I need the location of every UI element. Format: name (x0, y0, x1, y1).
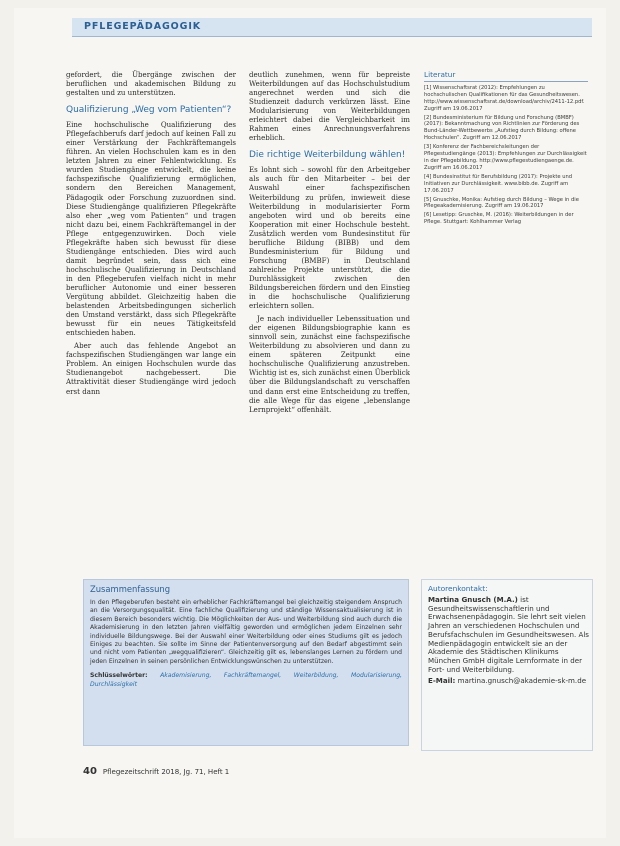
page-number: 40 (83, 766, 97, 777)
paragraph-intro: gefordert, die Übergänge zwischen der beruflichen und akademischen Bildung zu gestalten und zu unterstützen. (66, 70, 236, 98)
author-email-line (428, 677, 590, 686)
author-contact-box (421, 579, 593, 751)
literature-item: [6] Lesetipp: Gruschke, M. (2016): Weiterbildungen in der Pflege. Stuttgart: Kohlhammer Verlag (424, 212, 574, 226)
keywords-label: Schlüsselwörter: (90, 672, 148, 680)
summary-title: Zusammenfassung (90, 584, 171, 594)
literature-item: [4] Bundesinstitut für Berufsbildung (2017): Projekte und Initiativen zur Durchlässigkeit. www.bibb.de. Zugriff am 17.06.2017 (424, 173, 573, 194)
keywords-line (90, 672, 402, 689)
author-email[interactable]: martina.gnusch@akademie-sk-m.de (457, 676, 587, 686)
author-body (428, 596, 590, 686)
section-label: PFLEGEPÄDAGOGIK (84, 21, 202, 32)
paragraph: deutlich zunehmen, wenn für bepreiste Weiterbildungen auf das Hochschulstudium angerechnet werden und sich die Studienzeit dadurch verkürzen lässt. Eine Modularisierung von Weiterbildungen erleichtert dabei die Vergleichbarkeit im Rahmen eines Anrechnungsverfahrens erheblich. (249, 70, 410, 143)
paragraph: Aber auch das fehlende Angebot an fachspezifischen Studiengängen war lange ein Problem. An einigen Hochschulen wurde das Studienangebot nachgebessert. Die Attraktivität dieser Studiengänge wird jedoch erst dann (66, 341, 236, 396)
summary-text: In den Pflegeberufen besteht ein erheblicher Fachkräftemangel bei gleichzeitig steigendem Anspruch an die Versorgungsqualität. Eine fachliche Qualifizierung und ständige Wissensaktualisierung ist in diesem Bereich besonders wichtig. Die Möglichkeiten der Aus- und Weiterbildung sind auch durch die Akademisierung in den letzten Jahren vielfältig geworden und ermöglichen jedem Einzelnen sehr individuelle Bildungswege. Bei der Auswahl einer Weiterbildung oder eines Studiums gilt es jedoch Einiges zu beachten. Sie sollte im Sinne der Patientenversorgung auf den Bedarf abgestimmt sein und nicht vom Patienten „wegqualifizieren“. Gleichzeitig gilt es, lebenslanges Lernen zu fördern und jeden Einzelnen in seinen persönlichen Entwicklungswünschen zu unterstützen. (90, 599, 402, 665)
literature-item: [5] Gnuschke, Monika: Aufstieg durch Bildung – Wege in die Pflegeakademisierung. Zugriff am 19.06.2017 (424, 196, 579, 210)
literature-box (424, 72, 588, 228)
author-title: Autorenkontakt: (428, 584, 488, 593)
paragraph: Je nach individueller Lebenssituation und der eigenen Bildungsbiographie kann es sinnvoll sein, zunächst eine fachspezifische Weiterbildung zu absolvieren und dann zu einem späteren Zeitpunkt eine hochschulische Qualifizierung anzustreben. Wichtig ist es, sich zunächst einen Überblick über die Bildungslandschaft zu verschaffen und dann erst eine Entscheidung zu treffen, die alle Wege für das eigene „lebenslange Lernprojekt“ offenhält. (249, 314, 410, 414)
author-name: Martina Gnusch (M.A.) (428, 595, 518, 604)
paragraph: Eine hochschulische Qualifizierung des Pflegefachberufs darf jedoch auf keinen Fall zu einer Verstärkung der Fachkräftemangels führen. An vielen Hochschulen kam es in den letzten Jahren zu einer Fehlentwicklung. Es wurden Studiengänge entwickelt, die keine fachspezifische Qualifizierung ermöglichen, sondern den Bereichen Management, Pädagogik oder Forschung zuzuordnen sind. Diese Studiengänge qualifizieren Pflegekräfte also eher „weg vom Patienten“ und tragen nicht dazu bei, einem Fachkräftemangel in der Pflege entgegenzuwirken. Doch viele Pflegekräfte haben sich bewusst für diese Studiengänge entschieden. Dies wird auch damit begründet sein, dass sich eine hochschulische Qualifizierung in Deutschland in den Pflegeberufen vielfach nicht in mehr beruflicher Autonomie und einer besseren Vergütung abbildet. Gleichzeitig haben die belastenden Arbeitsbedingungen sicherlich den Umstand verstärkt, dass sich Pflegekräfte bewusst für ein neues Tätigkeitsfeld entschieden haben. (66, 120, 236, 338)
summary-body (90, 599, 402, 689)
text-column-middle (249, 70, 410, 540)
paragraph: Es lohnt sich – sowohl für den Arbeitgeber als auch für den Mitarbeiter – bei der Auswahl einer fachspezifischen Weiterbildung zu prüfen, inwieweit diese Weiterbildung in modularisierter Form angeboten wird und ob bereits eine Kooperation mit einer Hochschule besteht. Zusätzlich werden vom Bundesinstitut für berufliche Bildung (BIBB) und dem Bundesministerium für Bildung und Forschung (BMBF) in Deutschland zahlreiche Projekte unterstützt, die die Durchlässigkeit zwischen den Bildungsbereichen fördern und den Einstieg in die hochschulische Qualifizierung erleichtern sollen. (249, 165, 410, 311)
keywords-list: Akademisierung, Fachkräftemangel, Weiterbildung, Modularisierung, Durchlässigkeit (90, 672, 402, 688)
summary-box (83, 579, 409, 746)
subheading-weiterbildung-waehlen: Die richtige Weiterbildung wählen! (249, 150, 406, 161)
subheading-weg-vom-patienten: Qualifizierung „Weg vom Patienten“? (66, 105, 232, 116)
page-footer (83, 766, 229, 777)
literature-item: [1] Wissenschaftsrat (2012): Empfehlungen zu hochschulischen Qualifikationen für das Gesundheitswesen. http://www.wissenschaftsrat.de/download/archiv/2411-12.pdf. Zugriff am 19.06.2017 (424, 84, 585, 112)
literature-title: Literatur (424, 72, 588, 82)
text-column-left (66, 70, 236, 570)
author-bio: ist Gesundheitswissenschaftlerin und Erwachsenenpädagogin. Sie lehrt seit vielen Jahren an verschiedenen Hochschulen und Berufsfachschulen im Gesundheitswesen. Als Medienpädagogin entwickelt sie an der Akademie des Städtischen Klinikums München GmbH digitale Lernformate in der Fort- und Weiterbildung. (428, 595, 589, 674)
literature-item: [3] Konferenz der Fachbereichsleitungen der Pflegestudiengänge (2013): Empfehlungen zur Durchlässigkeit in der Pflegebildung. http://www.pflegestudiengaenge.de. Zugriff am 16.06.2017 (424, 144, 587, 171)
literature-item: [2] Bundesministerium für Bildung und Forschung (BMBF) (2017): Bekanntmachung von Richtlinien zur Förderung des Bund-Länder-Wettbewerbs „Aufstieg durch Bildung: offene Hochschulen“. Zugriff am 12.06.2017 (424, 114, 580, 142)
journal-citation: Pflegezeitschrift 2018, Jg. 71, Heft 1 (102, 768, 230, 776)
email-label: E-Mail: (428, 676, 456, 686)
